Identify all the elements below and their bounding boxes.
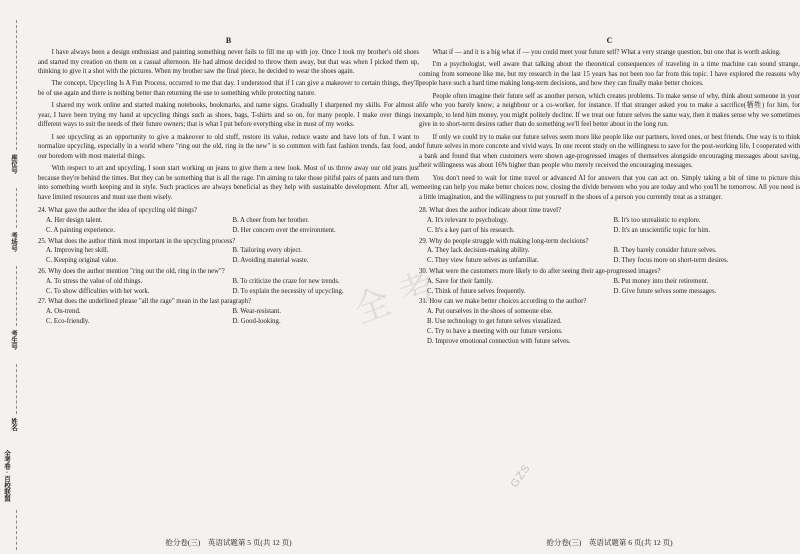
options [419, 307, 800, 346]
option: A. They lack decision-making ability. [427, 247, 530, 255]
options [38, 277, 419, 297]
option: B. Tailoring every object. [232, 247, 302, 255]
option: C. A painting experience. [46, 226, 115, 234]
option: D. Avoiding material waste. [232, 257, 309, 265]
option: C. Think of future selves frequently. [427, 287, 526, 295]
option: D. To explain the necessity of upcycling. [232, 287, 344, 295]
question: 30. What were the customers more likely to do after seeing their age-progressed images? [419, 268, 661, 276]
question: 29. Why do people struggle with making long-term decisions? [419, 237, 589, 245]
league-label: 全考卷 · 百校联盟 [3, 450, 10, 502]
candidate-number-label: 考生号 [10, 330, 17, 350]
option: D. They focus more on short-term desires. [613, 257, 729, 265]
paragraph: With respect to art and upcycling, I soon start working on jeans to give them a new look. Most of us throw away our old jeans just because they're behind the times. But they can be something that is all the rage. I'm aiming to take those pitiful pairs of pants and turn them into something worth keeping and in style. Such practices are always beneficial as they help with sustainable development. After all, we have limited resources and must use them wisely. [38, 164, 419, 201]
option: A. On-trend. [46, 308, 81, 316]
binding-dashed-line [16, 20, 17, 150]
binding-dashed-line [16, 510, 17, 550]
section-title: B [225, 36, 232, 45]
paragraph: I have always been a design enthusiast and painting something never fails to fill me up with joy. Once I took my brother's old shoes and started my creation on them on a casual afternoon. He had almost decided to throw them away, but that was when I picked them up, thinking to give it a shot with the pictures. When my brother saw the final piece, he decided to wear the shoes again. [38, 49, 419, 76]
binding-margin [0, 0, 30, 554]
page-footer: 抢分卷(三) 英语试题第 6 页(共 12 页) [546, 538, 673, 547]
right-page [419, 0, 800, 554]
option: A. Her design talent. [46, 217, 103, 225]
exam-room-label: 考场号 [10, 232, 17, 252]
option: B. They barely consider future selves. [613, 247, 717, 255]
binding-dashed-line [16, 266, 17, 326]
page-footer: 抢分卷(三) 英语试题第 5 页(共 12 页) [165, 538, 292, 547]
option: A. To stress the value of old things. [46, 277, 143, 285]
name-label: 姓名 [10, 418, 17, 431]
option: D. Good-looking. [232, 318, 281, 326]
seat-number-label: 座位号 [10, 154, 17, 174]
option: D. Her concern over the environment. [232, 226, 336, 234]
option: D. It's an unscientific topic for him. [613, 226, 711, 234]
question: 31. How can we make better choices according to the author? [419, 298, 587, 306]
option: C. Try to have a meeting with our future versions. [427, 327, 563, 335]
option: B. Put money into their retirement. [613, 277, 709, 285]
paragraph: People often imagine their future self as another person, which creates problems. To make sense of why, think about someone in your life who you barely know; a neighbour or a co-worker, for instance. If that stranger asked you to make a sacrifice(牺牲) for him, for example, to lend him money, you might politely decline. If we treat our future selves the same way, then it makes sense why we sometimes give in to short-term desires rather than do something we'll feel better about in the long run. [419, 92, 800, 129]
option: A. Improving her skill. [46, 247, 109, 255]
option: B. A cheer from her brother. [232, 217, 309, 225]
options [419, 216, 800, 236]
paragraph: What if — and it is a big what if — you could meet your future self? What a very strange question, but one that is worth asking. [432, 49, 781, 56]
question-list [419, 206, 800, 346]
paragraph: I'm a psychologist, well aware that talking about the theoretical consequences of traveling in a time machine can sound strange, coming from someone like me, but my research in the last 15 years has not been too far from this topic. I have explored the reasons why people have such a hard time making long-term decisions, and how they can finally make better choices. [419, 61, 800, 88]
option: B. To criticize the craze for new trends. [232, 277, 340, 285]
option: C. To show difficulties with her work. [46, 287, 150, 295]
option: C. Keeping original value. [46, 257, 118, 265]
option: D. Improve emotional connection with future selves. [427, 337, 571, 345]
paragraph: If only we could try to make our future selves seem more like people like our partners, loved ones, or best friends. One way is to think of future selves in more concrete and vivid ways. In one recent study on the willingness to save for the post-working life, I cooperated with a bank and found that when customers were shown age-progressed images of themselves alongside encouraging messages about saving, their willingness was about 16% higher than people who merely received the encouraging messages. [419, 133, 800, 170]
question: 27. What does the underlined phrase "all the rage" mean in the last paragraph? [38, 298, 252, 306]
paragraph: I shared my work online and started making notebooks, bookmarks, and name signs. Gradually I sharpened my skills. For almost a year, I have been trying my hand at upcycling things such as shoes, bags, T-shirts and so on, for many people. I make over things in different ways to suit the needs of their future owners; that is what I put before everything else in most of my works. [38, 102, 419, 129]
option: B. Use technology to get future selves visualized. [427, 318, 562, 326]
binding-dashed-line [16, 188, 17, 228]
option: C. They view future selves as unfamiliar. [427, 257, 539, 265]
binding-dashed-line [16, 364, 17, 414]
option: A. Save for their family. [427, 277, 493, 285]
paragraph: I see upcycling as an opportunity to give a makeover to old stuff, restore its value, reduce waste and have lots of fun. I want to normalize upcycling, especially in a world where "ring out the old, ring in the new" is so common with fast fashion trends, fast food, and our boredom with most material things. [38, 133, 419, 160]
options [38, 307, 419, 327]
question: 24. What gave the author the idea of upcycling old things? [38, 207, 197, 215]
watermark: 全 考 [348, 264, 441, 332]
paragraph: You don't need to wait for time travel or advanced AI for answers that you can act on. Simply taking a bit of time to picture this meeting can help you make better choices now, closing the divide between who you are today and who you'll be tomorrow. All you need is a little imagination, and the willingness to put yourself in the shoes of a person you currently treat as a stranger. [419, 174, 800, 201]
option: B. Wear-resistant. [232, 308, 281, 316]
option: C. Eco-friendly. [46, 318, 90, 326]
options [419, 246, 800, 266]
paragraph: The concept, Upcycling Is A Fun Process, occurred to me that day. I understood that if I can give a makeover to certain things, they'll be of use again and there is nothing better than returning the use to something while protecting nature. [38, 80, 419, 97]
option: D. Give future selves some messages. [613, 287, 717, 295]
left-page [38, 0, 419, 554]
question: 25. What does the author think most important in the upcycling process? [38, 237, 236, 245]
option: A. Put ourselves in the shoes of someone else. [427, 308, 553, 316]
question: 28. What does the author indicate about time travel? [419, 207, 561, 215]
options [38, 246, 419, 266]
question: 26. Why does the author mention "ring out the old, ring in the new"? [38, 268, 225, 276]
watermark-stamp: GZS [508, 462, 534, 490]
options [419, 277, 800, 297]
option: C. It's a key part of his research. [427, 226, 515, 234]
options [38, 216, 419, 236]
question-list [38, 206, 419, 327]
option: A. It's relevant to psychology. [427, 217, 509, 225]
option: B. It's too unrealistic to explore. [613, 217, 701, 225]
section-title: C [606, 36, 613, 45]
